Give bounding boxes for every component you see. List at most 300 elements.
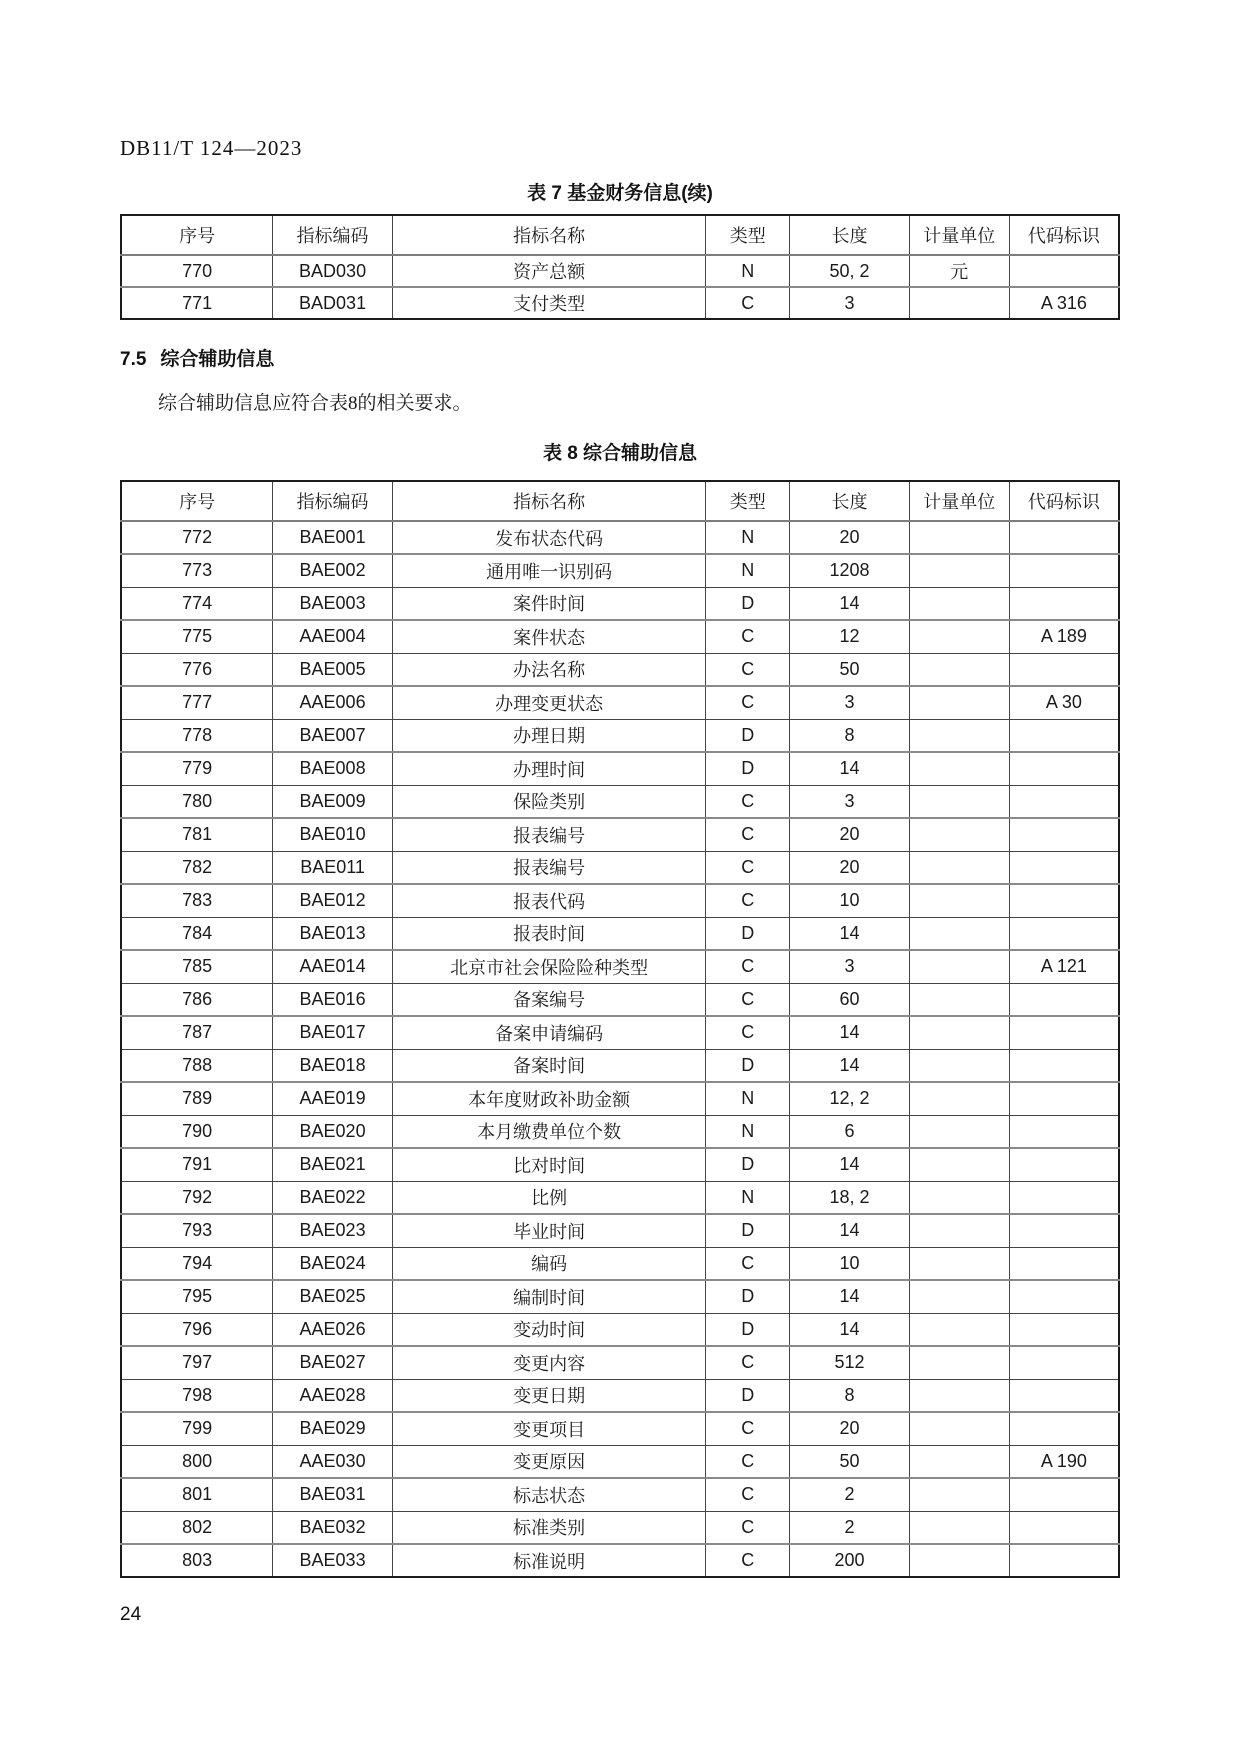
table8-caption: 表 8 综合辅助信息 [542,443,698,464]
table-cell: 14 [790,1280,910,1313]
table-cell: N [706,521,790,554]
table-cell [1009,851,1119,884]
table-cell [909,287,1009,319]
table-row [121,1148,1119,1181]
table-cell: BAE027 [273,1346,393,1379]
table-cell: AAE014 [273,950,393,983]
table-cell: 787 [121,1016,273,1049]
table-cell: 200 [790,1544,910,1577]
table-cell: BAE001 [273,521,393,554]
table-cell: C [706,1016,790,1049]
table-cell: 777 [121,686,273,719]
table-cell: 元 [909,255,1009,287]
table-cell [1009,1214,1119,1247]
table-cell: 备案编号 [392,983,705,1016]
table-cell: AAE030 [273,1445,393,1478]
table-cell: 报表代码 [392,884,705,917]
table-cell: A 190 [1009,1445,1119,1478]
table-cell: 788 [121,1049,273,1082]
table-cell: 变更日期 [392,1379,705,1412]
table-cell: 60 [790,983,910,1016]
table-header [121,481,1119,521]
table-cell: 10 [790,1247,910,1280]
table-row [121,983,1119,1016]
table-cell [909,1478,1009,1511]
table-cell: 资产总额 [392,255,705,287]
table-cell: 20 [790,818,910,851]
table-cell [1009,983,1119,1016]
table-cell [909,1148,1009,1181]
table-row [121,1379,1119,1412]
table-cell [1009,1478,1119,1511]
table-cell: D [706,1214,790,1247]
table-cell: 14 [790,1016,910,1049]
table-cell: 办理变更状态 [392,686,705,719]
table-fund-financial-info [120,214,1120,320]
table-cell: C [706,1247,790,1280]
table-cell: 776 [121,653,273,686]
table-cell: 比对时间 [392,1148,705,1181]
table-cell [909,1346,1009,1379]
table-cell [909,1214,1009,1247]
table-cell: C [706,950,790,983]
table-cell: 798 [121,1379,273,1412]
table-cell [909,818,1009,851]
table-cell [909,851,1009,884]
table-row [121,1280,1119,1313]
table-cell [909,1016,1009,1049]
table-row [121,1313,1119,1346]
table-cell: 14 [790,587,910,620]
table-cell: BAE011 [273,851,393,884]
table-row [121,785,1119,818]
table-cell: BAE012 [273,884,393,917]
table-cell [909,1544,1009,1577]
table-row [121,1049,1119,1082]
table-cell: 比例 [392,1181,705,1214]
table-cell: 789 [121,1082,273,1115]
column-header: 计量单位 [909,481,1009,521]
table-cell: 781 [121,818,273,851]
table-cell [909,1115,1009,1148]
table-body [121,521,1119,1577]
table-cell: 792 [121,1181,273,1214]
section-heading [120,348,1120,372]
table-cell [909,1082,1009,1115]
column-header: 序号 [121,481,273,521]
header-row [121,481,1119,521]
table-cell [1009,1346,1119,1379]
column-header: 类型 [706,481,790,521]
table-cell: 790 [121,1115,273,1148]
table-row [121,554,1119,587]
table-cell: C [706,287,790,319]
table-cell: BAE032 [273,1511,393,1544]
table-cell: 报表编号 [392,818,705,851]
column-header: 长度 [790,481,910,521]
table-cell: 3 [790,950,910,983]
table-body [121,255,1119,319]
table-cell: BAE002 [273,554,393,587]
table-cell: 报表时间 [392,917,705,950]
table-cell: 14 [790,1049,910,1082]
table-cell: C [706,1346,790,1379]
table-cell: BAE013 [273,917,393,950]
table-cell: N [706,1115,790,1148]
column-header: 指标名称 [392,215,705,255]
table-cell [909,719,1009,752]
table-cell: BAE033 [273,1544,393,1577]
table-cell [1009,1379,1119,1412]
table-cell: BAE010 [273,818,393,851]
table-cell: D [706,719,790,752]
table-cell: C [706,1445,790,1478]
table-cell: C [706,1511,790,1544]
table-cell: AAE006 [273,686,393,719]
table-row [121,1115,1119,1148]
table-cell: C [706,620,790,653]
table-cell: 标准类别 [392,1511,705,1544]
table-cell: 备案申请编码 [392,1016,705,1049]
table-row [121,884,1119,917]
table-cell: 变更内容 [392,1346,705,1379]
table-cell: 14 [790,1313,910,1346]
table-cell: N [706,1181,790,1214]
table-cell: 780 [121,785,273,818]
table-cell [1009,1181,1119,1214]
table-cell [909,1181,1009,1214]
table-cell [909,1247,1009,1280]
table-cell [1009,1115,1119,1148]
table-row [121,1478,1119,1511]
table-cell: 3 [790,686,910,719]
table-cell: BAE023 [273,1214,393,1247]
table-cell: 备案时间 [392,1049,705,1082]
table-cell [1009,554,1119,587]
table-cell: BAE025 [273,1280,393,1313]
table-cell: AAE026 [273,1313,393,1346]
table-cell: 782 [121,851,273,884]
table-cell: 12 [790,620,910,653]
table-cell: N [706,1082,790,1115]
table-cell: BAE005 [273,653,393,686]
table-row [121,1346,1119,1379]
table-cell: A 121 [1009,950,1119,983]
table-cell: 编码 [392,1247,705,1280]
table-cell: 标准说明 [392,1544,705,1577]
table-cell: 785 [121,950,273,983]
table-cell: C [706,983,790,1016]
table-cell: 20 [790,851,910,884]
table-cell: 标志状态 [392,1478,705,1511]
table-cell: AAE019 [273,1082,393,1115]
table-cell: 18, 2 [790,1181,910,1214]
table-cell: 发布状态代码 [392,521,705,554]
table-cell: 14 [790,752,910,785]
table-cell: BAE021 [273,1148,393,1181]
table-cell [909,752,1009,785]
table-row [121,1082,1119,1115]
table-cell [909,587,1009,620]
table-cell: 10 [790,884,910,917]
table-cell: 保险类别 [392,785,705,818]
table-cell: 14 [790,1148,910,1181]
table-cell: D [706,587,790,620]
table-cell: 办法名称 [392,653,705,686]
table-cell: C [706,1544,790,1577]
table-row [121,620,1119,653]
table-cell: 794 [121,1247,273,1280]
table-cell: BAE031 [273,1478,393,1511]
column-header: 代码标识 [1009,215,1119,255]
table-cell [909,1049,1009,1082]
table-cell: 791 [121,1148,273,1181]
table-cell: 办理日期 [392,719,705,752]
column-header: 计量单位 [909,215,1009,255]
header-row [121,215,1119,255]
table-cell: 2 [790,1478,910,1511]
table-cell: BAE024 [273,1247,393,1280]
table-cell: 变更项目 [392,1412,705,1445]
table-cell: 50 [790,653,910,686]
table-cell [1009,1313,1119,1346]
table-cell [909,521,1009,554]
table-cell: 3 [790,785,910,818]
column-header: 序号 [121,215,273,255]
table-cell: 799 [121,1412,273,1445]
table-cell [1009,1016,1119,1049]
table-cell: AAE004 [273,620,393,653]
table-row [121,1511,1119,1544]
table-cell [909,1511,1009,1544]
table-cell [909,620,1009,653]
table-cell: C [706,1412,790,1445]
table-row [121,287,1119,319]
table-cell: 本月缴费单位个数 [392,1115,705,1148]
table-row [121,1181,1119,1214]
table-cell: C [706,653,790,686]
table-cell [1009,1049,1119,1082]
table-cell [1009,719,1119,752]
table-cell [909,884,1009,917]
table-cell: BAE017 [273,1016,393,1049]
table-row [121,719,1119,752]
section-number: 7.5 [120,349,147,370]
table-comprehensive-auxiliary-info [120,480,1120,1578]
table-row [121,818,1119,851]
table-row [121,1445,1119,1478]
table-cell: BAE022 [273,1181,393,1214]
table-cell: BAE016 [273,983,393,1016]
table-cell [1009,1247,1119,1280]
body-paragraph: 综合辅助信息应符合表8的相关要求。 [158,393,472,414]
table-cell [1009,1544,1119,1577]
table-cell [1009,1148,1119,1181]
table-row [121,686,1119,719]
table-cell: 北京市社会保险险种类型 [392,950,705,983]
table-cell: 14 [790,917,910,950]
table-row [121,1412,1119,1445]
table-cell: 786 [121,983,273,1016]
table-cell: 775 [121,620,273,653]
table-cell [909,686,1009,719]
table-cell: 779 [121,752,273,785]
table-cell: 20 [790,1412,910,1445]
table-cell: D [706,917,790,950]
table-cell: 512 [790,1346,910,1379]
table-cell [1009,785,1119,818]
table-cell: 20 [790,521,910,554]
table-cell: N [706,554,790,587]
table-cell: D [706,1379,790,1412]
table-row [121,1016,1119,1049]
table-cell: 778 [121,719,273,752]
table-cell [1009,1082,1119,1115]
table-cell: 783 [121,884,273,917]
table-cell: BAE020 [273,1115,393,1148]
column-header: 长度 [790,215,910,255]
table-cell: 801 [121,1478,273,1511]
table-row [121,752,1119,785]
table-cell: 报表编号 [392,851,705,884]
table-cell: 通用唯一识别码 [392,554,705,587]
table-cell: 772 [121,521,273,554]
table-cell: BAD030 [273,255,393,287]
table-cell [1009,818,1119,851]
table-cell: 774 [121,587,273,620]
column-header: 指标编码 [273,215,393,255]
table-cell: C [706,884,790,917]
table-row [121,587,1119,620]
table-cell: 3 [790,287,910,319]
table-cell: 2 [790,1511,910,1544]
table-cell [909,917,1009,950]
table-cell [1009,255,1119,287]
table-header [121,215,1119,255]
table-cell: AAE028 [273,1379,393,1412]
table-cell: BAE009 [273,785,393,818]
table-cell: 8 [790,719,910,752]
table-cell: 770 [121,255,273,287]
table-cell: 本年度财政补助金额 [392,1082,705,1115]
table-cell: D [706,1148,790,1181]
table-cell: D [706,1313,790,1346]
table-row [121,1214,1119,1247]
table-cell: 毕业时间 [392,1214,705,1247]
table-cell: 795 [121,1280,273,1313]
document-number: DB11/T 124—2023 [120,136,303,160]
table-row [121,255,1119,287]
table-row [121,521,1119,554]
table-cell: C [706,686,790,719]
table-row [121,917,1119,950]
table-cell: A 30 [1009,686,1119,719]
column-header: 指标编码 [273,481,393,521]
table-cell [1009,884,1119,917]
table-row [121,1247,1119,1280]
table-cell [909,1379,1009,1412]
table-cell: 8 [790,1379,910,1412]
table-cell: 796 [121,1313,273,1346]
table-cell: 编制时间 [392,1280,705,1313]
table-row [121,851,1119,884]
table-cell [1009,752,1119,785]
table-cell [1009,587,1119,620]
table-cell: D [706,1049,790,1082]
table-cell: 800 [121,1445,273,1478]
table-cell: A 189 [1009,620,1119,653]
table-cell [909,950,1009,983]
section-title: 综合辅助信息 [160,349,275,370]
table-cell: BAE007 [273,719,393,752]
table-cell: BAE003 [273,587,393,620]
table-cell [1009,653,1119,686]
table-cell: 变更原因 [392,1445,705,1478]
table-row [121,653,1119,686]
table-cell [909,785,1009,818]
table-cell [909,1412,1009,1445]
table-cell [909,983,1009,1016]
table-cell [909,1313,1009,1346]
table-cell: A 316 [1009,287,1119,319]
table-cell: 50, 2 [790,255,910,287]
table-cell: 案件状态 [392,620,705,653]
table-cell: C [706,851,790,884]
table-cell: C [706,1478,790,1511]
table-cell: 802 [121,1511,273,1544]
column-header: 类型 [706,215,790,255]
table-cell: 1208 [790,554,910,587]
table-cell [1009,1280,1119,1313]
table-cell [909,1445,1009,1478]
table-cell: N [706,255,790,287]
table-cell: BAD031 [273,287,393,319]
table-cell: BAE018 [273,1049,393,1082]
table-row [121,950,1119,983]
table-cell: 784 [121,917,273,950]
column-header: 指标名称 [392,481,705,521]
table-cell: D [706,752,790,785]
column-header: 代码标识 [1009,481,1119,521]
table-row [121,1544,1119,1577]
table-cell: C [706,785,790,818]
table-cell: 6 [790,1115,910,1148]
table-cell: 办理时间 [392,752,705,785]
table7-caption: 表 7 基金财务信息(续) [527,183,713,204]
table-cell: 12, 2 [790,1082,910,1115]
table-cell [1009,917,1119,950]
table-cell: 案件时间 [392,587,705,620]
page-number: 24 [120,1604,142,1625]
table-cell: 50 [790,1445,910,1478]
table-cell: 793 [121,1214,273,1247]
table-cell [909,554,1009,587]
table-cell: 771 [121,287,273,319]
table-cell: 773 [121,554,273,587]
table-cell [909,1280,1009,1313]
table-cell: C [706,818,790,851]
table-cell: 803 [121,1544,273,1577]
table-cell: BAE029 [273,1412,393,1445]
table-cell [1009,1412,1119,1445]
table-cell: BAE008 [273,752,393,785]
table-cell [909,653,1009,686]
table-cell: D [706,1280,790,1313]
table-cell [1009,1511,1119,1544]
table-cell: 14 [790,1214,910,1247]
table-cell: 支付类型 [392,287,705,319]
table-cell [1009,521,1119,554]
